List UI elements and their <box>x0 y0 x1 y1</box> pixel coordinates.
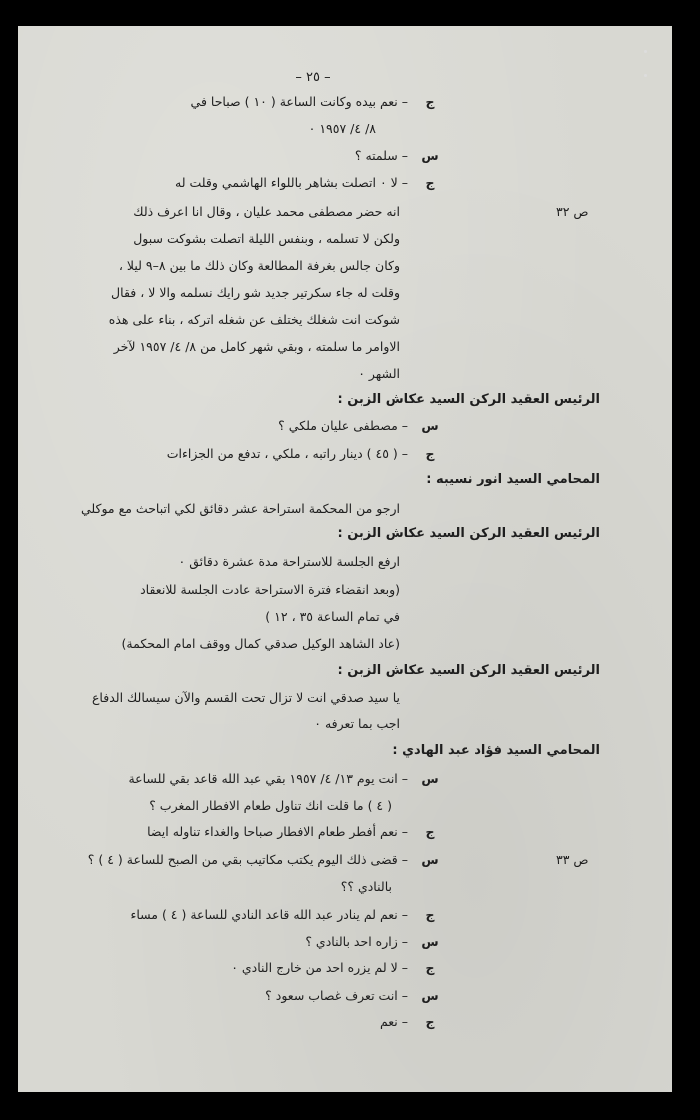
text-line: الشهر ٠ <box>358 366 400 381</box>
question-marker: س <box>421 771 439 786</box>
text-line: (وبعد انقضاء فترة الاستراحة عادت الجلسة للانعقاد <box>140 582 400 597</box>
text-line: – مصطفى عليان ملكي ؟ <box>278 418 408 433</box>
answer-marker: ج <box>425 1014 435 1029</box>
text-line: يا سيد صدقي انت لا تزال تحت القسم والآن سيسالك الدفاع <box>91 690 400 705</box>
text-line: اجب بما تعرفه ٠ <box>314 716 400 731</box>
answer-marker: ج <box>425 960 435 975</box>
answer-marker: ج <box>425 824 435 839</box>
text-line: في تمام الساعة ٣٥ ، ١٢ ) <box>265 609 400 624</box>
answer-marker: ج <box>425 907 435 922</box>
answer-marker: ج <box>425 446 435 461</box>
text-line: – نعم بيده وكانت الساعة ( ١٠ ) صباحا في <box>190 94 408 109</box>
text-line: – سلمته ؟ <box>354 148 408 163</box>
scan-speck <box>644 50 647 53</box>
text-line: وكان جالس بغرفة المطالعة وكان ذلك ما بين ٨–٩ ليلا ، <box>118 258 400 273</box>
speaker-heading: الرئيس العقيد الركن السيد عكاش الزبن : <box>337 392 600 407</box>
text-line: – نعم أفطر طعام الافطار صباحا والغداء تناوله ايضا <box>147 824 408 839</box>
text-line: الاوامر ما سلمته ، وبقي شهر كامل من ٨/ ٤/ ١٩٥٧ لآخر <box>113 339 400 354</box>
text-line: شوكت انت شغلك يختلف عن شغله اتركه ، بناء على هذه <box>108 312 400 327</box>
text-line: – انت تعرف غصاب سعود ؟ <box>265 988 408 1003</box>
text-line: – نعم لم ينادر عبد الله قاعد النادي للساعة ( ٤ ) مساء <box>130 907 408 922</box>
question-marker: س <box>421 418 439 433</box>
text-line: – انت يوم ١٣/ ٤/ ١٩٥٧ بقي عبد الله قاعد بقي للساعة <box>128 771 408 786</box>
text-line: – لا ٠ اتصلت بشاهر باللواء الهاشمي وقلت له <box>175 175 408 190</box>
text-line: (عاد الشاهد الوكيل صدقي كمال ووقف امام المحكمة) <box>121 636 400 651</box>
document-page <box>18 26 672 1092</box>
text-line: – نعم <box>379 1014 408 1029</box>
scan-speck <box>644 74 647 77</box>
margin-note: ص ٣٣ <box>556 852 589 867</box>
answer-marker: ج <box>425 175 435 190</box>
text-line: ارجو من المحكمة استراحة عشر دقائق لكي اتباحث مع موكلي <box>80 501 400 516</box>
text-line: – ( ٤٥ ) دينار راتبه ، ملكي ، تدفع من الجزاءات <box>166 446 408 461</box>
text-line: ارفع الجلسة للاستراحة مدة عشرة دقائق ٠ <box>178 554 400 569</box>
speaker-heading: الرئيس العقيد الركن السيد عكاش الزبن : <box>337 526 600 541</box>
text-line: ( ٤ ) ما قلت انك تناول طعام الافطار المغرب ؟ <box>149 798 392 813</box>
question-marker: س <box>421 988 439 1003</box>
text-line: – لا لم يزره احد من خارج النادي ٠ <box>231 960 408 975</box>
page-number: – ٢٥ – <box>295 70 331 85</box>
answer-marker: ج <box>425 94 435 109</box>
speaker-heading: المحامي السيد فؤاد عبد الهادي : <box>392 743 600 758</box>
margin-note: ص ٣٢ <box>556 204 589 219</box>
text-line: – قضى ذلك اليوم يكتب مكاتيب بقي من الصبح للساعة ( ٤ ) ؟ <box>87 852 408 867</box>
text-line: انه حضر مصطفى محمد عليان ، وقال انا اعرف ذلك <box>133 204 400 219</box>
speaker-heading: المحامي السيد انور نسيبه : <box>426 472 600 487</box>
text-line: وقلت له جاء سكرتير جديد شو رايك نسلمه والا لا ، فقال <box>111 285 400 300</box>
text-line: ولكن لا تسلمه ، وبنفس الليلة اتصلت بشوكت سبول <box>133 231 400 246</box>
question-marker: س <box>421 852 439 867</box>
question-marker: س <box>421 934 439 949</box>
text-line: – زاره احد بالنادي ؟ <box>305 934 408 949</box>
text-line: بالنادي ؟؟ <box>340 879 392 894</box>
text-line: ٨/ ٤/ ١٩٥٧ ٠ <box>308 121 376 136</box>
speaker-heading: الرئيس العقيد الركن السيد عكاش الزبن : <box>337 663 600 678</box>
question-marker: س <box>421 148 439 163</box>
